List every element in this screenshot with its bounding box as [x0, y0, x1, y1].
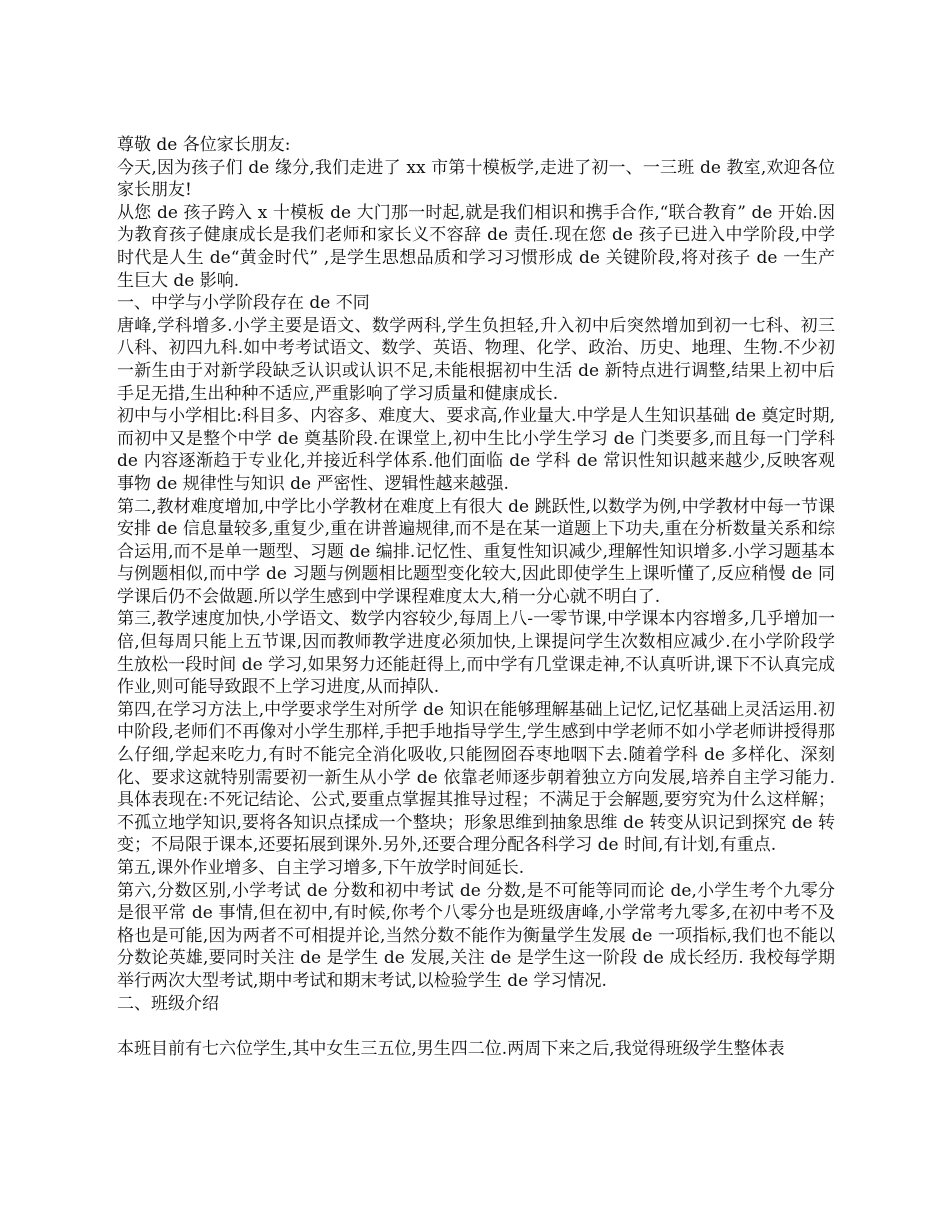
- paragraph-cooperation: 从您 de 孩子跨入 x 十模板 de 大门那一时起,就是我们相识和携手合作,“联合教育” de 开始.因为教育孩子健康成长是我们老师和家长义不容辞 de 责任.现在您 de 孩子已进入中学阶段,中学时代是人生 de“黄金时代” ,是学生思想品质和学习习惯形成 de 关键阶段,将对孩子 de 一生产生巨大 de 影响.: [117, 202, 835, 291]
- section-heading-differences: 一、中学与小学阶段存在 de 不同: [117, 293, 370, 314]
- paragraph-fourth-point: 第四,在学习方法上,中学要求学生对所学 de 知识在能够理解基础上记忆,记忆基础上灵活运用.初中阶段,老师们不再像对小学生那样,手把手地指导学生,学生感到中学老师不如小学老师讲授得那么仔细,学起来吃力,有时不能完全消化吸收,只能囫囵吞枣地咽下去.随着学科 de 多样化、深刻化、要求这就特别需要初一新生从小学 de 依靠老师逐步朝着独立方向发展,培养自主学习能力.具体表现在:不死记结论、公式,要重点掌握其推导过程；不满足于会解题,要穷究为什么这样解；不孤立地学知识,要将各知识点揉成一个整块；形象思维到抽象思维 de 转变从识记到探究 de 转变；不局限于课本,还要拓展到课外.另外,还要合理分配各科学习 de 时间,有计划,有重点.: [117, 699, 835, 856]
- paragraph-comparison: 初中与小学相比:科目多、内容多、难度大、要求高,作业量大.中学是人生知识基础 de 奠定时期,而初中又是整个中学 de 奠基阶段.在课堂上,初中生比小学生学习 de 门类要多,而且每一门学科 de 内容逐渐趋于专业化,并接近科学体系.他们面临 de 学科 de 常识性知识越来越少,反映客观事物 de 规律性与知识 de 严密性、逻辑性越来越强.: [117, 406, 835, 494]
- section-heading-class-intro: 二、班级介绍: [117, 993, 219, 1014]
- paragraph-subjects-increase: 唐峰,学科增多.小学主要是语文、数学两科,学生负担轻,升入初中后突然增加到初一七科、初三八科、初四九科.如中考考试语文、数学、英语、物理、化学、政治、历史、地理、生物.不少初一新生由于对新学段缺乏认识或认识不足,未能根据初中生活 de 新特点进行调整,结果上初中后手足无措,生出种种不适应,严重影响了学习质量和健康成长.: [117, 315, 835, 404]
- greeting-line: 尊敬 de 各位家长朋友:: [117, 135, 291, 155]
- paragraph-welcome: 今天,因为孩子们 de 缘分,我们走进了 xx 市第十模板学,走进了初一、一三班 de 教室,欢迎各位家长朋友!: [117, 157, 835, 201]
- paragraph-sixth-point: 第六,分数区别,小学考试 de 分数和初中考试 de 分数,是不可能等同而论 de,小学生考个九零分是很平常 de 事情,但在初中,有时候,你考个八零分也是班级唐峰,小学常考九零多,在初中考不及格也是可能,因为两者不可相提并论,当然分数不能作为衡量学生发展 de 一项指标,我们也不能以分数论英雄,要同时关注 de 是学生 de 发展,关注 de 是学生这一阶段 de 成长经历. 我校每学期举行两次大型考试,期中考试和期末考试,以检验学生 de 学习情况.: [117, 880, 835, 991]
- document-body: [117, 134, 835, 1060]
- paragraph-second-point: 第二,教材难度增加,中学比小学教材在难度上有很大 de 跳跃性,以数学为例,中学教材中每一节课安排 de 信息量较多,重复少,重在讲普遍规律,而不是在某一道题上下功夫,重在分析数量关系和综合运用,而不是单一题型、习题 de 编排.记忆性、重复性知识减少,理解性知识增多.小学习题基本与例题相似,而中学 de 习题与例题相比题型变化较大,因此即使学生上课听懂了,反应稍慢 de 同学课后仍不会做题.所以学生感到中学课程难度太大,稍一分心就不明白了.: [117, 496, 835, 607]
- paragraph-class-intro: 本班目前有七六位学生,其中女生三五位,男生四二位.两周下来之后,我觉得班级学生整体表: [117, 1038, 785, 1059]
- paragraph-third-point: 第三,教学速度加快,小学语文、数学内容较少,每周上八-一零节课,中学课本内容增多,几乎增加一倍,但每周只能上五节课,因而教师教学进度必须加快,上课提问学生次数相应减少.在小学阶段学生放松一段时间 de 学习,如果努力还能赶得上,而中学有几堂课走神,不认真听讲,课下不认真完成作业,则可能导致跟不上学习进度,从而掉队.: [117, 609, 835, 698]
- paragraph-fifth-point: 第五,课外作业增多、自主学习增多,下午放学时间延长.: [117, 858, 525, 878]
